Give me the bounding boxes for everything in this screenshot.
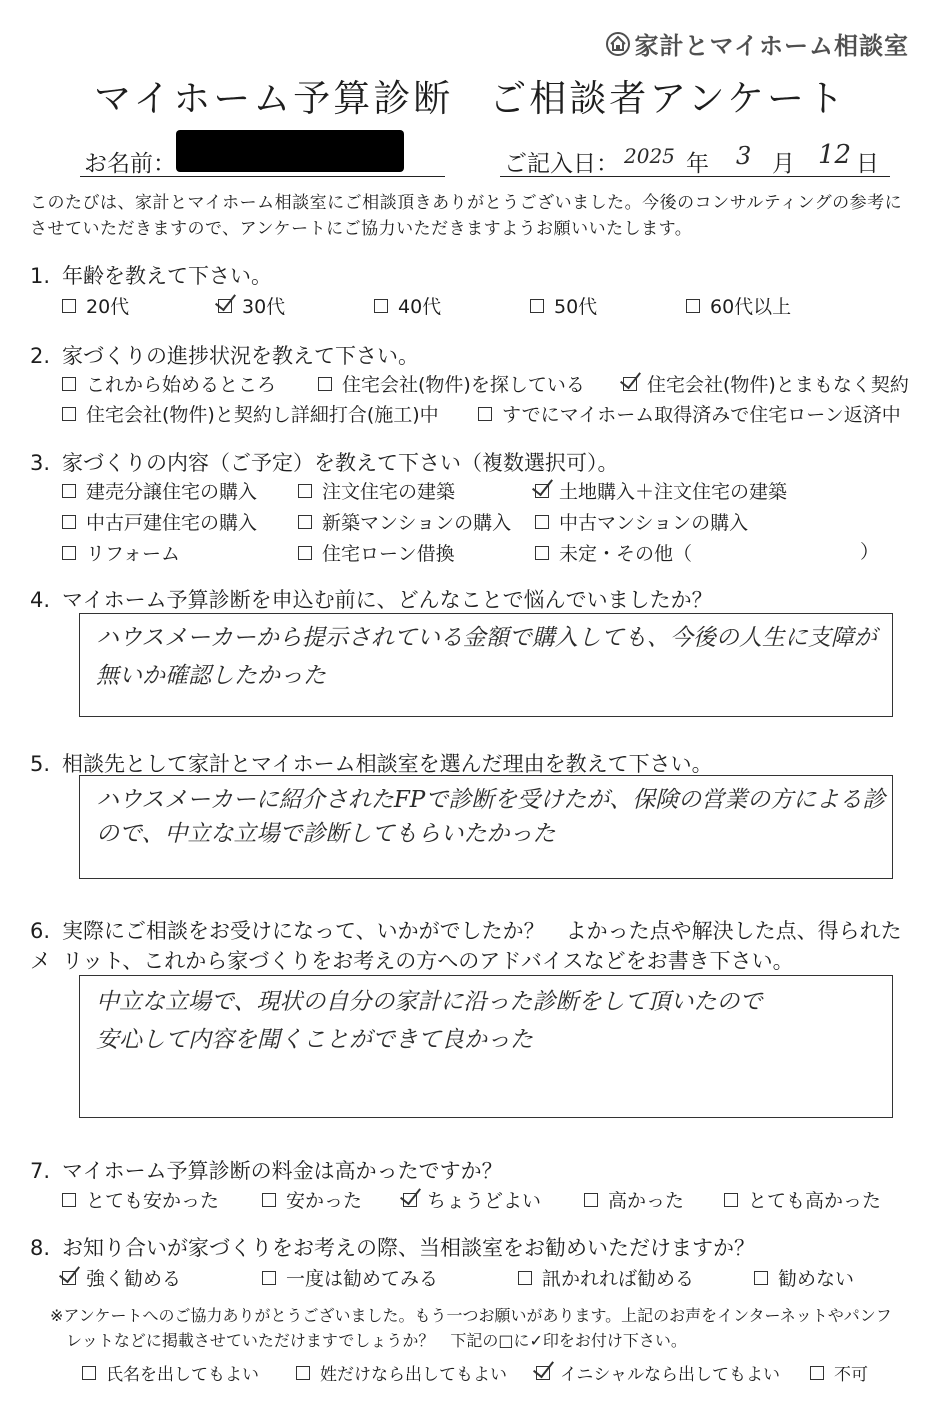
checkbox[interactable] bbox=[62, 299, 76, 313]
checkbox[interactable] bbox=[754, 1271, 768, 1285]
checkbox-checked[interactable] bbox=[535, 484, 549, 498]
question-text: 家づくりの内容（ご予定）を教えて下さい（複数選択可）。 bbox=[62, 451, 619, 475]
footer-note-line-2: レットなどに掲載させていただけますでしょうか？ 下記の□に✓印をお付け下さい。 bbox=[66, 1331, 687, 1350]
q4-answer-line-2: 無いか確認したかった bbox=[96, 663, 326, 689]
checkbox[interactable] bbox=[262, 1193, 276, 1207]
checkbox[interactable] bbox=[62, 484, 76, 498]
q7-option-3[interactable]: ちょうどよい bbox=[403, 1186, 541, 1213]
q1-option-20s[interactable]: 20代 bbox=[62, 292, 129, 319]
question-8 bbox=[30, 1232, 755, 1262]
name-label: お名前： bbox=[84, 151, 176, 177]
q2-option-1[interactable]: これから始めるところ bbox=[62, 370, 276, 397]
footer-note-line-1: ※アンケートへのご協力ありがとうございました。もう一つお願いがあります。上記のお声をインターネットやパンフ bbox=[50, 1306, 892, 1325]
checkbox-checked[interactable] bbox=[623, 377, 637, 391]
question-1 bbox=[30, 260, 272, 290]
question-text: 年齢を教えて下さい。 bbox=[62, 264, 272, 288]
checkbox[interactable] bbox=[296, 1366, 310, 1380]
q2-option-4[interactable]: 住宅会社(物件)と契約し詳細打合(施工)中 bbox=[62, 400, 439, 427]
q4-answer-line-1: ハウスメーカーから提示されている金額で購入しても、今後の人生に支障が bbox=[96, 625, 877, 651]
q7-option-1[interactable]: とても安かった bbox=[62, 1186, 219, 1213]
checkbox[interactable] bbox=[530, 299, 544, 313]
q3-option-3[interactable]: 土地購入＋注文住宅の建築 bbox=[535, 477, 787, 504]
q5-answer-line-2: ので、中立な立場で診断してもらいたかった bbox=[96, 821, 556, 847]
checkbox[interactable] bbox=[262, 1271, 276, 1285]
q1-option-30s[interactable]: 30代 bbox=[218, 292, 285, 319]
logo-text: 家計とマイホーム相談室 bbox=[634, 32, 909, 60]
question-number: 5. bbox=[30, 752, 51, 776]
question-7 bbox=[30, 1155, 503, 1185]
q3-option-2[interactable]: 注文住宅の建築 bbox=[298, 477, 455, 504]
question-number: 3. bbox=[30, 451, 51, 475]
question-number: 8. bbox=[30, 1236, 51, 1260]
question-5 bbox=[30, 748, 713, 778]
question-text: マイホーム予算診断の料金は高かったですか？ bbox=[62, 1159, 503, 1183]
checkbox-checked[interactable] bbox=[403, 1193, 417, 1207]
title-part1: マイホーム予算診断 bbox=[93, 77, 454, 120]
checkbox[interactable] bbox=[62, 546, 76, 560]
intro-text: このたびは、家計とマイホーム相談室にご相談頂きありがとうございました。今後のコンサルティングの参考にさせていただきますので、アンケートにご協力いただきますようお願いいたします。 bbox=[30, 193, 903, 239]
question-3 bbox=[30, 447, 619, 477]
publish-option-full-name[interactable]: 氏名を出してもよい bbox=[82, 1360, 259, 1385]
checkbox[interactable] bbox=[686, 299, 700, 313]
checkbox[interactable] bbox=[318, 377, 332, 391]
date-day-value: 12 bbox=[818, 140, 852, 170]
q3-other-close: ） bbox=[860, 541, 880, 563]
footer-note bbox=[50, 1303, 910, 1353]
checkbox[interactable] bbox=[810, 1366, 824, 1380]
question-text: 家づくりの進捗状況を教えて下さい。 bbox=[62, 344, 419, 368]
checkbox[interactable] bbox=[82, 1366, 96, 1380]
q3-option-9[interactable]: 未定・その他（ bbox=[535, 539, 692, 566]
q6-answer-line-1: 中立な立場で、現状の自分の家計に沿った診断をして頂いたので bbox=[96, 989, 763, 1015]
question-2 bbox=[30, 340, 419, 370]
q1-option-50s[interactable]: 50代 bbox=[530, 292, 597, 319]
house-logo-icon bbox=[606, 32, 630, 56]
q8-option-4[interactable]: 勧めない bbox=[754, 1264, 854, 1291]
question-text: マイホーム予算診断を申込む前に、どんなことで悩んでいましたか？ bbox=[62, 588, 713, 612]
question-number: 6. bbox=[30, 919, 51, 943]
checkbox[interactable] bbox=[518, 1271, 532, 1285]
checkbox[interactable] bbox=[298, 546, 312, 560]
q2-option-5[interactable]: すでにマイホーム取得済みで住宅ローン返済中 bbox=[478, 400, 901, 427]
q4-answer-box[interactable] bbox=[79, 613, 893, 717]
q8-option-1[interactable]: 強く勧める bbox=[62, 1264, 181, 1291]
checkbox[interactable] bbox=[298, 484, 312, 498]
q7-option-5[interactable]: とても高かった bbox=[724, 1186, 881, 1213]
question-number: 4. bbox=[30, 588, 51, 612]
q5-answer-line-1: ハウスメーカーに紹介されたFPで診断を受けたが、保険の営業の方による診 bbox=[96, 787, 886, 813]
checkbox[interactable] bbox=[584, 1193, 598, 1207]
title-part2: ご相談者アンケート bbox=[489, 77, 848, 120]
date-field[interactable] bbox=[500, 140, 890, 177]
checkbox[interactable] bbox=[535, 546, 549, 560]
q3-option-8[interactable]: 住宅ローン借換 bbox=[298, 539, 455, 566]
date-day-unit: 日 bbox=[856, 151, 879, 177]
checkbox[interactable] bbox=[62, 377, 76, 391]
checkbox[interactable] bbox=[478, 407, 492, 421]
question-4 bbox=[30, 584, 713, 614]
q3-option-1[interactable]: 建売分譲住宅の購入 bbox=[62, 477, 257, 504]
q7-option-4[interactable]: 高かった bbox=[584, 1186, 684, 1213]
publish-option-decline[interactable]: 不可 bbox=[810, 1360, 868, 1385]
question-number: 1. bbox=[30, 264, 51, 288]
checkbox-checked[interactable] bbox=[536, 1366, 550, 1380]
q3-option-7[interactable]: リフォーム bbox=[62, 539, 180, 566]
question-6-line-2: リット、これから家づくりをお考えの方へのアドバイスなどをお書き下さい。 bbox=[62, 949, 794, 973]
date-month-value: 3 bbox=[736, 142, 752, 170]
q3-option-6[interactable]: 中古マンションの購入 bbox=[535, 508, 748, 535]
checkbox[interactable] bbox=[298, 515, 312, 529]
logo bbox=[606, 26, 909, 61]
date-label: ご記入日： bbox=[504, 151, 619, 177]
question-number: 7. bbox=[30, 1159, 51, 1183]
publish-option-initials[interactable]: イニシャルなら出してもよい bbox=[536, 1360, 780, 1385]
question-text: 実際にご相談をお受けになって、いかがでしたか？ よかった点や解決した点、得られたメ bbox=[30, 919, 902, 973]
name-field[interactable] bbox=[80, 140, 445, 177]
q6-answer-box[interactable] bbox=[79, 975, 893, 1118]
q5-answer-box[interactable] bbox=[79, 775, 893, 879]
q3-option-4[interactable]: 中古戸建住宅の購入 bbox=[62, 508, 257, 535]
checkbox[interactable] bbox=[535, 515, 549, 529]
publish-option-surname[interactable]: 姓だけなら出してもよい bbox=[296, 1360, 507, 1385]
q7-option-2[interactable]: 安かった bbox=[262, 1186, 362, 1213]
date-year-value: 2025 bbox=[624, 144, 675, 168]
date-month-unit: 月 bbox=[772, 151, 795, 177]
checkbox-checked[interactable] bbox=[62, 1271, 76, 1285]
checkbox[interactable] bbox=[724, 1193, 738, 1207]
q1-option-60s[interactable]: 60代以上 bbox=[686, 292, 791, 319]
name-redaction bbox=[176, 130, 404, 172]
checkbox[interactable] bbox=[374, 299, 388, 313]
q3-option-5[interactable]: 新築マンションの購入 bbox=[298, 508, 511, 535]
date-year-unit: 年 bbox=[686, 151, 709, 177]
checkbox[interactable] bbox=[62, 1193, 76, 1207]
q1-option-40s[interactable]: 40代 bbox=[374, 292, 441, 319]
q2-option-2[interactable]: 住宅会社(物件)を探している bbox=[318, 370, 585, 397]
question-text: お知り合いが家づくりをお考えの際、当相談室をお勧めいただけますか？ bbox=[62, 1236, 755, 1260]
checkbox[interactable] bbox=[62, 515, 76, 529]
q8-option-3[interactable]: 訊かれれば勧める bbox=[518, 1264, 694, 1291]
q8-option-2[interactable]: 一度は勧めてみる bbox=[262, 1264, 438, 1291]
checkbox-checked[interactable] bbox=[218, 299, 232, 313]
checkbox[interactable] bbox=[62, 407, 76, 421]
q2-option-3[interactable]: 住宅会社(物件)とまもなく契約 bbox=[623, 370, 909, 397]
question-number: 2. bbox=[30, 344, 51, 368]
q6-answer-line-2: 安心して内容を聞くことができて良かった bbox=[96, 1027, 533, 1053]
page-title bbox=[0, 68, 941, 122]
question-text: 相談先として家計とマイホーム相談室を選んだ理由を教えて下さい。 bbox=[62, 752, 713, 776]
